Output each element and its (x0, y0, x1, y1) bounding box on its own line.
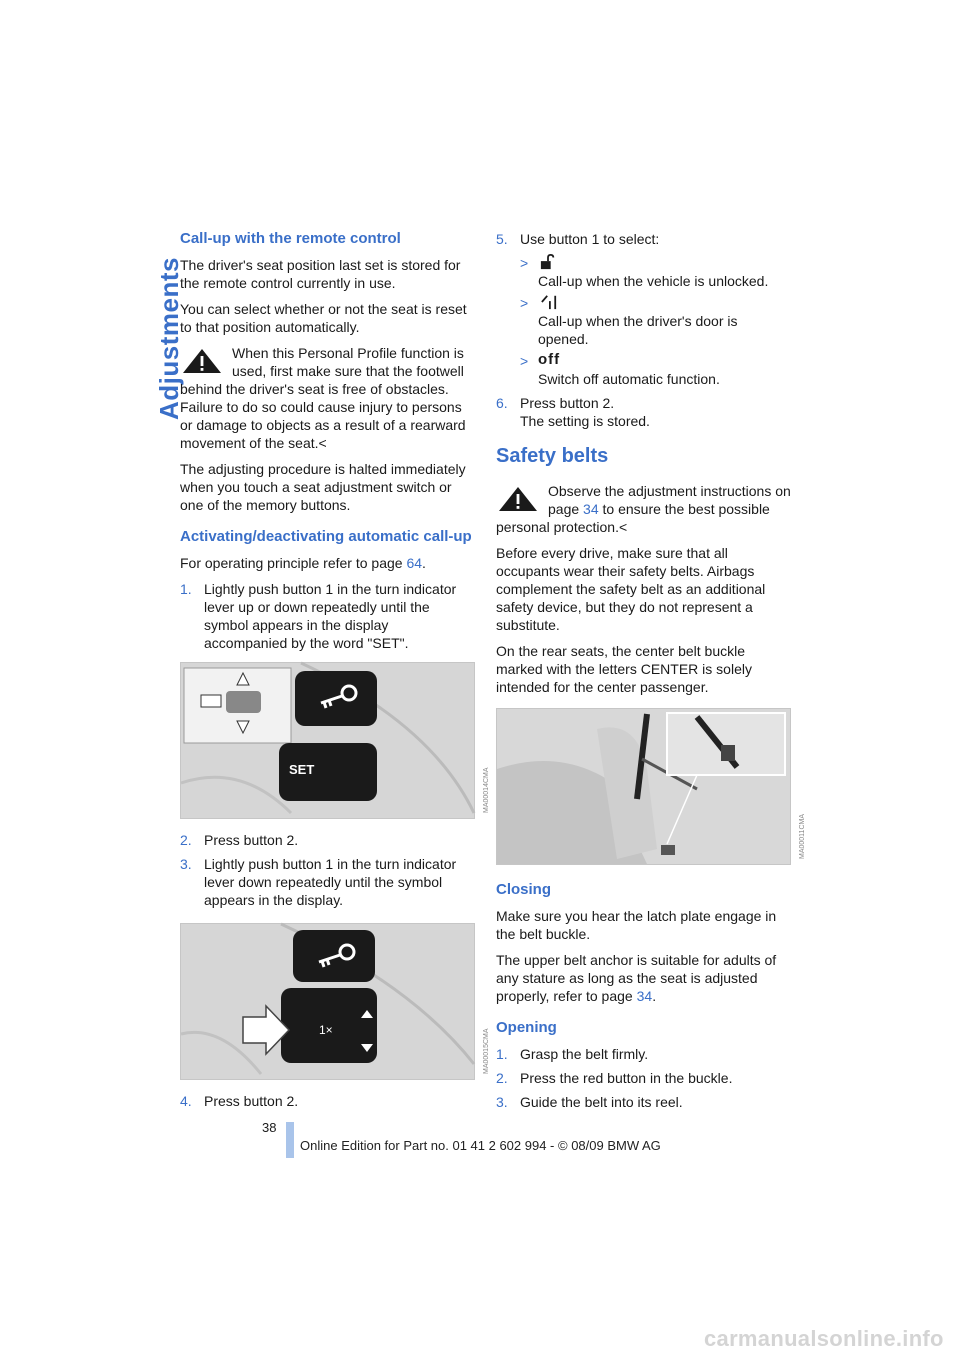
step-item (496, 1093, 791, 1111)
step-line: The setting is stored. (520, 413, 650, 429)
option-text: Call-up when the driver's door is opened. (537, 313, 738, 347)
step-text: Press button 2. (204, 1093, 299, 1109)
option-door (520, 294, 791, 348)
paragraph: Make sure you hear the latch plate engage in the belt buckle. (496, 908, 777, 942)
off-symbol: off (538, 351, 561, 368)
watermark: carmanualsonline.info (704, 1326, 944, 1351)
step-item (496, 1045, 791, 1063)
paragraph: On the rear seats, the center belt buckle marked with the letters CENTER is solely intended for the center passenger. (496, 643, 752, 695)
step-number: 3. (496, 1094, 508, 1110)
footer-accent-bar (286, 1122, 294, 1158)
paragraph: Before every drive, make sure that all occupants wear their safety belts. Airbags complement the safety belt as an additional safety device, but they do not represent a substitute. (496, 545, 766, 633)
step-item (496, 394, 791, 430)
step-text: Lightly push button 1 in the turn indicator lever up or down repeatedly until the symbol appears in the display accompanied by the word "SET". (204, 581, 457, 651)
paragraph: You can select whether or not the seat is reset to that position automatically. (180, 301, 467, 335)
option-unlocked (520, 254, 791, 290)
section-title-vertical (128, 230, 184, 450)
door-open-icon (538, 294, 560, 310)
step-line: Press button 2. (520, 395, 615, 411)
bullet-marker: > (520, 255, 529, 271)
step-text: Lightly push button 1 in the turn indicator lever down repeatedly until the symbol appears in the display. (204, 856, 457, 908)
bullet-marker: > (520, 295, 529, 311)
option-text: Call-up when the vehicle is unlocked. (538, 273, 769, 289)
text: . (422, 555, 426, 571)
step-item (180, 855, 475, 909)
figure-set-display (180, 662, 490, 819)
right-column (496, 230, 806, 1117)
option-off (520, 352, 791, 388)
page-link[interactable]: 34 (636, 988, 653, 1004)
section-title-text: Adjustments (154, 257, 184, 420)
warning-triangle-icon (498, 486, 538, 512)
unlocked-padlock-icon (538, 254, 558, 270)
figure-code: MA00011CMA (799, 813, 806, 859)
figure-code: MA00014CMA (483, 767, 490, 813)
display-count-label: 1× (319, 1023, 333, 1037)
figure-code: MA00015CMA (483, 1028, 490, 1074)
option-text: Switch off automatic function. (538, 371, 720, 387)
paragraph: The driver's seat position last set is stored for the remote control currently in use. (180, 257, 461, 291)
step-number: 2. (496, 1070, 508, 1086)
end-marker: < (618, 519, 628, 535)
step-text: Press button 2. (204, 832, 299, 848)
step-item (180, 580, 475, 652)
warning-block (180, 344, 475, 452)
figure-set-display-drawing (181, 663, 474, 818)
page-link[interactable]: 64 (406, 555, 423, 571)
step-number: 1. (180, 581, 192, 597)
paragraph (496, 951, 791, 1005)
step-item (496, 230, 791, 248)
step-item (496, 1069, 791, 1087)
heading-safety-belts: Safety belts (496, 445, 609, 467)
warning-text: to ensure the best possible personal protection. (496, 501, 770, 535)
heading-callup: Call-up with the remote control (180, 230, 401, 247)
figure-seat-belts-drawing (497, 709, 790, 864)
bullet-marker: > (520, 353, 529, 369)
page-link[interactable]: 34 (583, 501, 599, 517)
end-marker: < (318, 435, 327, 451)
heading-closing: Closing (496, 881, 551, 898)
warning-triangle-icon (182, 348, 222, 374)
text: For operating principle refer to page (180, 555, 407, 571)
step-item (180, 831, 475, 849)
step-text: Guide the belt into its reel. (520, 1094, 683, 1110)
step-text: Press the red button in the buckle. (520, 1070, 733, 1086)
figure-symbol-display (180, 923, 490, 1080)
text: The upper belt anchor is suitable for adults of any stature as long as the seat is adjusted properly, refer to page (496, 952, 777, 1004)
left-column (180, 230, 490, 1116)
heading-activating: Activating/deactivating automatic call-up (180, 528, 472, 545)
figure-seat-belts (496, 708, 806, 865)
figure-symbol-display-drawing (181, 924, 474, 1079)
step-number: 3. (180, 856, 192, 872)
step-number: 6. (496, 395, 508, 411)
step-text: Grasp the belt firmly. (520, 1046, 649, 1062)
paragraph: The adjusting procedure is halted immediately when you touch a seat adjustment switch or one of the memory buttons. (180, 461, 466, 513)
paragraph (180, 554, 475, 572)
step-item (180, 1092, 475, 1110)
text: . (652, 988, 657, 1004)
heading-opening: Opening (496, 1019, 557, 1036)
step-text (520, 394, 791, 430)
warning-text: Observe the adjustment instructions on page (548, 483, 791, 517)
footer-edition: Online Edition for Part no. 01 41 2 602 994 - © 08/09 BMW AG (300, 1138, 661, 1153)
warning-text: When this Personal Profile function is used, first make sure that the footwell behind the driver's seat is free of obstacles. Failure to do so could cause injury to persons or damage to objects as a result of a rearward movement of the seat. (180, 345, 466, 451)
step-number: 1. (496, 1046, 508, 1062)
display-set-label: SET (289, 762, 315, 777)
step-number: 4. (180, 1093, 192, 1109)
step-number: 2. (180, 832, 192, 848)
page-number: 38 (262, 1120, 277, 1135)
step-number: 5. (496, 231, 508, 247)
warning-block (496, 482, 791, 536)
step-text: Use button 1 to select: (520, 231, 660, 247)
